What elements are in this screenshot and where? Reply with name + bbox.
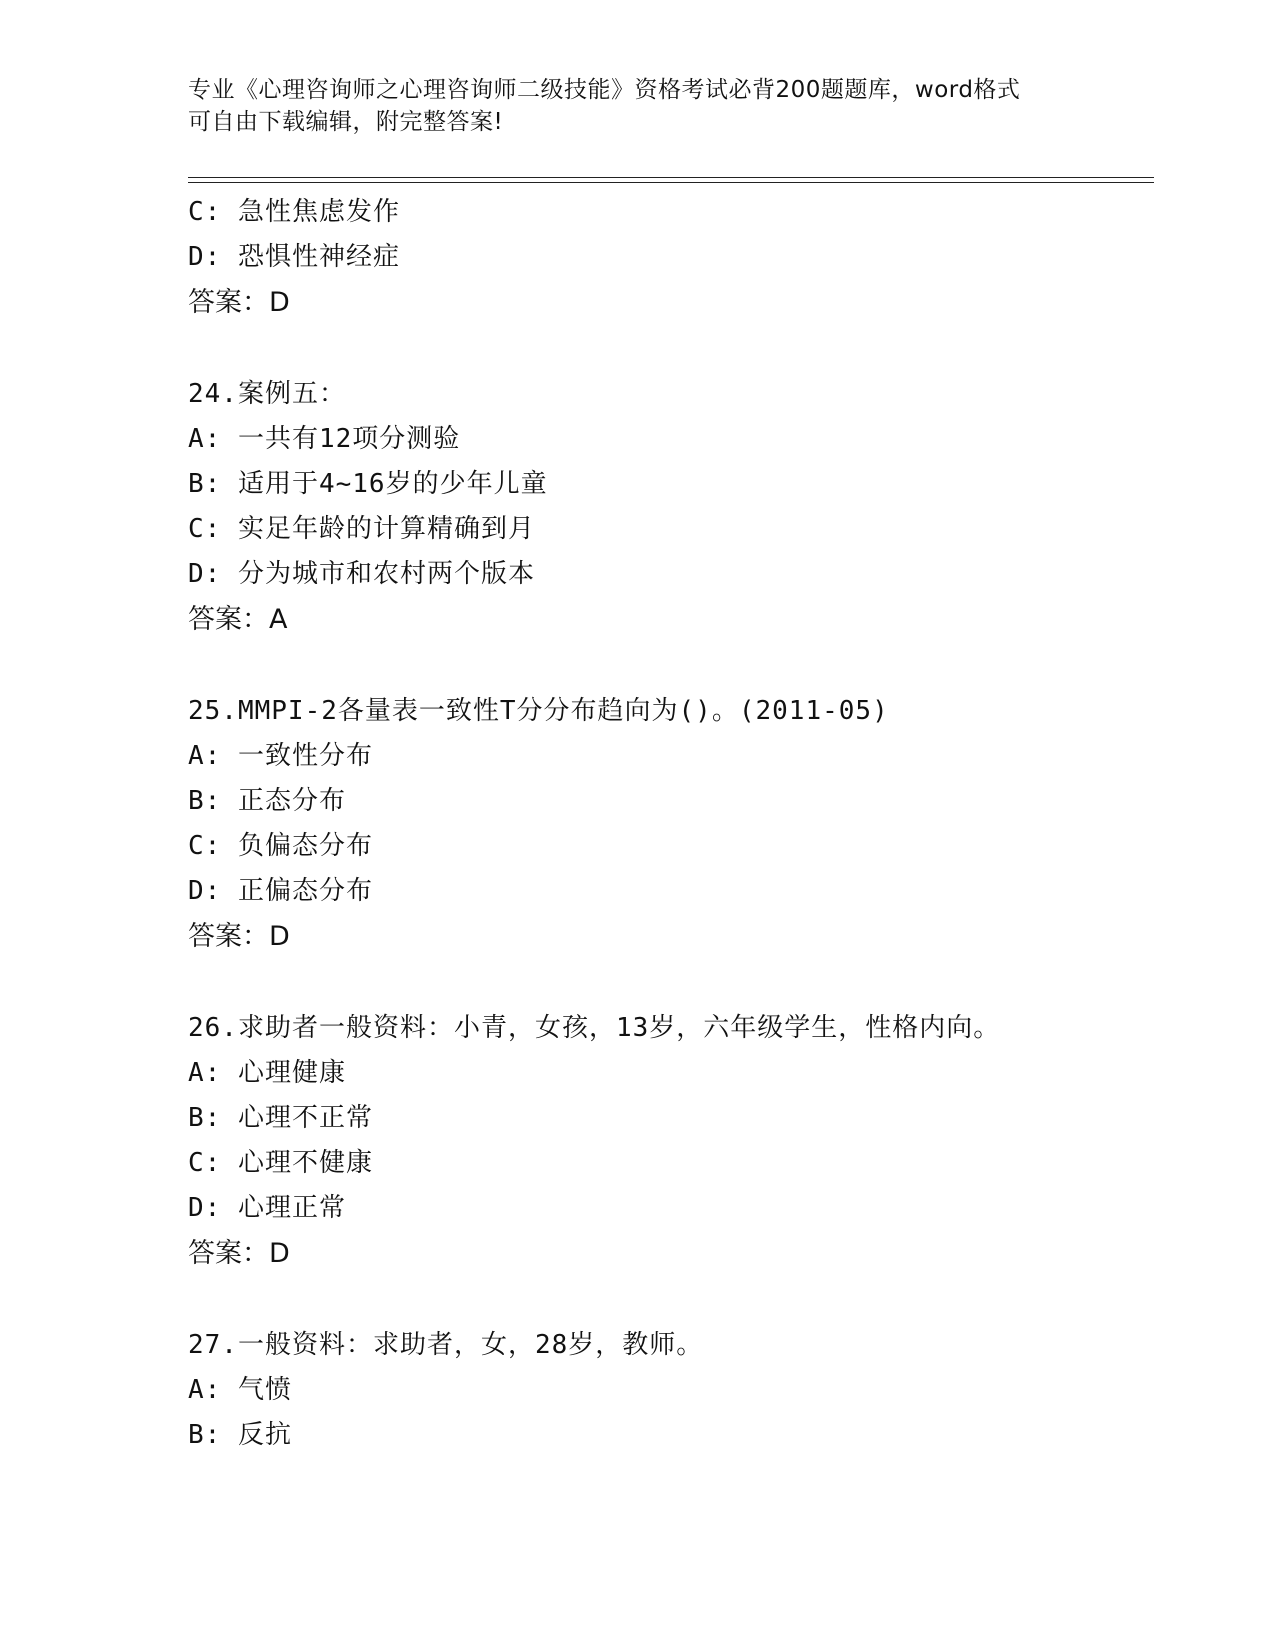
answer: 答案：D (188, 1238, 290, 1269)
question-25 (188, 689, 1168, 960)
answer: 答案：A (188, 604, 288, 635)
question-23-continued (188, 190, 1168, 326)
question-stem: 27.一般资料：求助者，女，28岁，教师。 (188, 1330, 704, 1360)
option-a: A: 气愤 (188, 1375, 292, 1405)
option-b: B: 正态分布 (188, 786, 346, 816)
question-stem: 25.MMPI-2各量表一致性T分分布趋向为()。(2011-05) (188, 696, 889, 726)
spacer (188, 960, 1168, 1006)
option-a: A: 心理健康 (188, 1058, 346, 1088)
option-c: C: 心理不健康 (188, 1148, 373, 1178)
option-a: A: 一致性分布 (188, 741, 373, 771)
header-title-line-2: 可自由下载编辑，附完整答案! (188, 109, 504, 135)
option-b: B: 反抗 (188, 1420, 292, 1450)
answer: 答案：D (188, 287, 290, 318)
question-list (188, 190, 1168, 1458)
question-stem: 26.求助者一般资料：小青，女孩，13岁，六年级学生，性格内向。 (188, 1013, 1001, 1043)
option-d: D: 分为城市和农村两个版本 (188, 559, 535, 589)
spacer (188, 643, 1168, 689)
header-rule-bottom (188, 182, 1154, 183)
answer: 答案：D (188, 921, 290, 952)
header-rule-top (188, 177, 1154, 178)
option-c: C: 实足年龄的计算精确到月 (188, 514, 535, 544)
option-c: C: 急性焦虑发作 (188, 197, 400, 227)
option-b: B: 适用于4~16岁的少年儿童 (188, 469, 548, 499)
spacer (188, 1277, 1168, 1323)
spacer (188, 326, 1168, 372)
option-a: A: 一共有12项分测验 (188, 424, 461, 454)
option-b: B: 心理不正常 (188, 1103, 373, 1133)
question-24 (188, 372, 1168, 643)
document-header (188, 74, 1088, 138)
question-27 (188, 1323, 1168, 1458)
header-title-line-1: 专业《心理咨询师之心理咨询师二级技能》资格考试必背200题题库，word格式 (188, 77, 1021, 103)
option-c: C: 负偏态分布 (188, 831, 373, 861)
option-d: D: 心理正常 (188, 1193, 346, 1223)
question-stem: 24.案例五： (188, 379, 346, 409)
option-d: D: 恐惧性神经症 (188, 242, 400, 272)
option-d: D: 正偏态分布 (188, 876, 373, 906)
question-26 (188, 1006, 1168, 1277)
